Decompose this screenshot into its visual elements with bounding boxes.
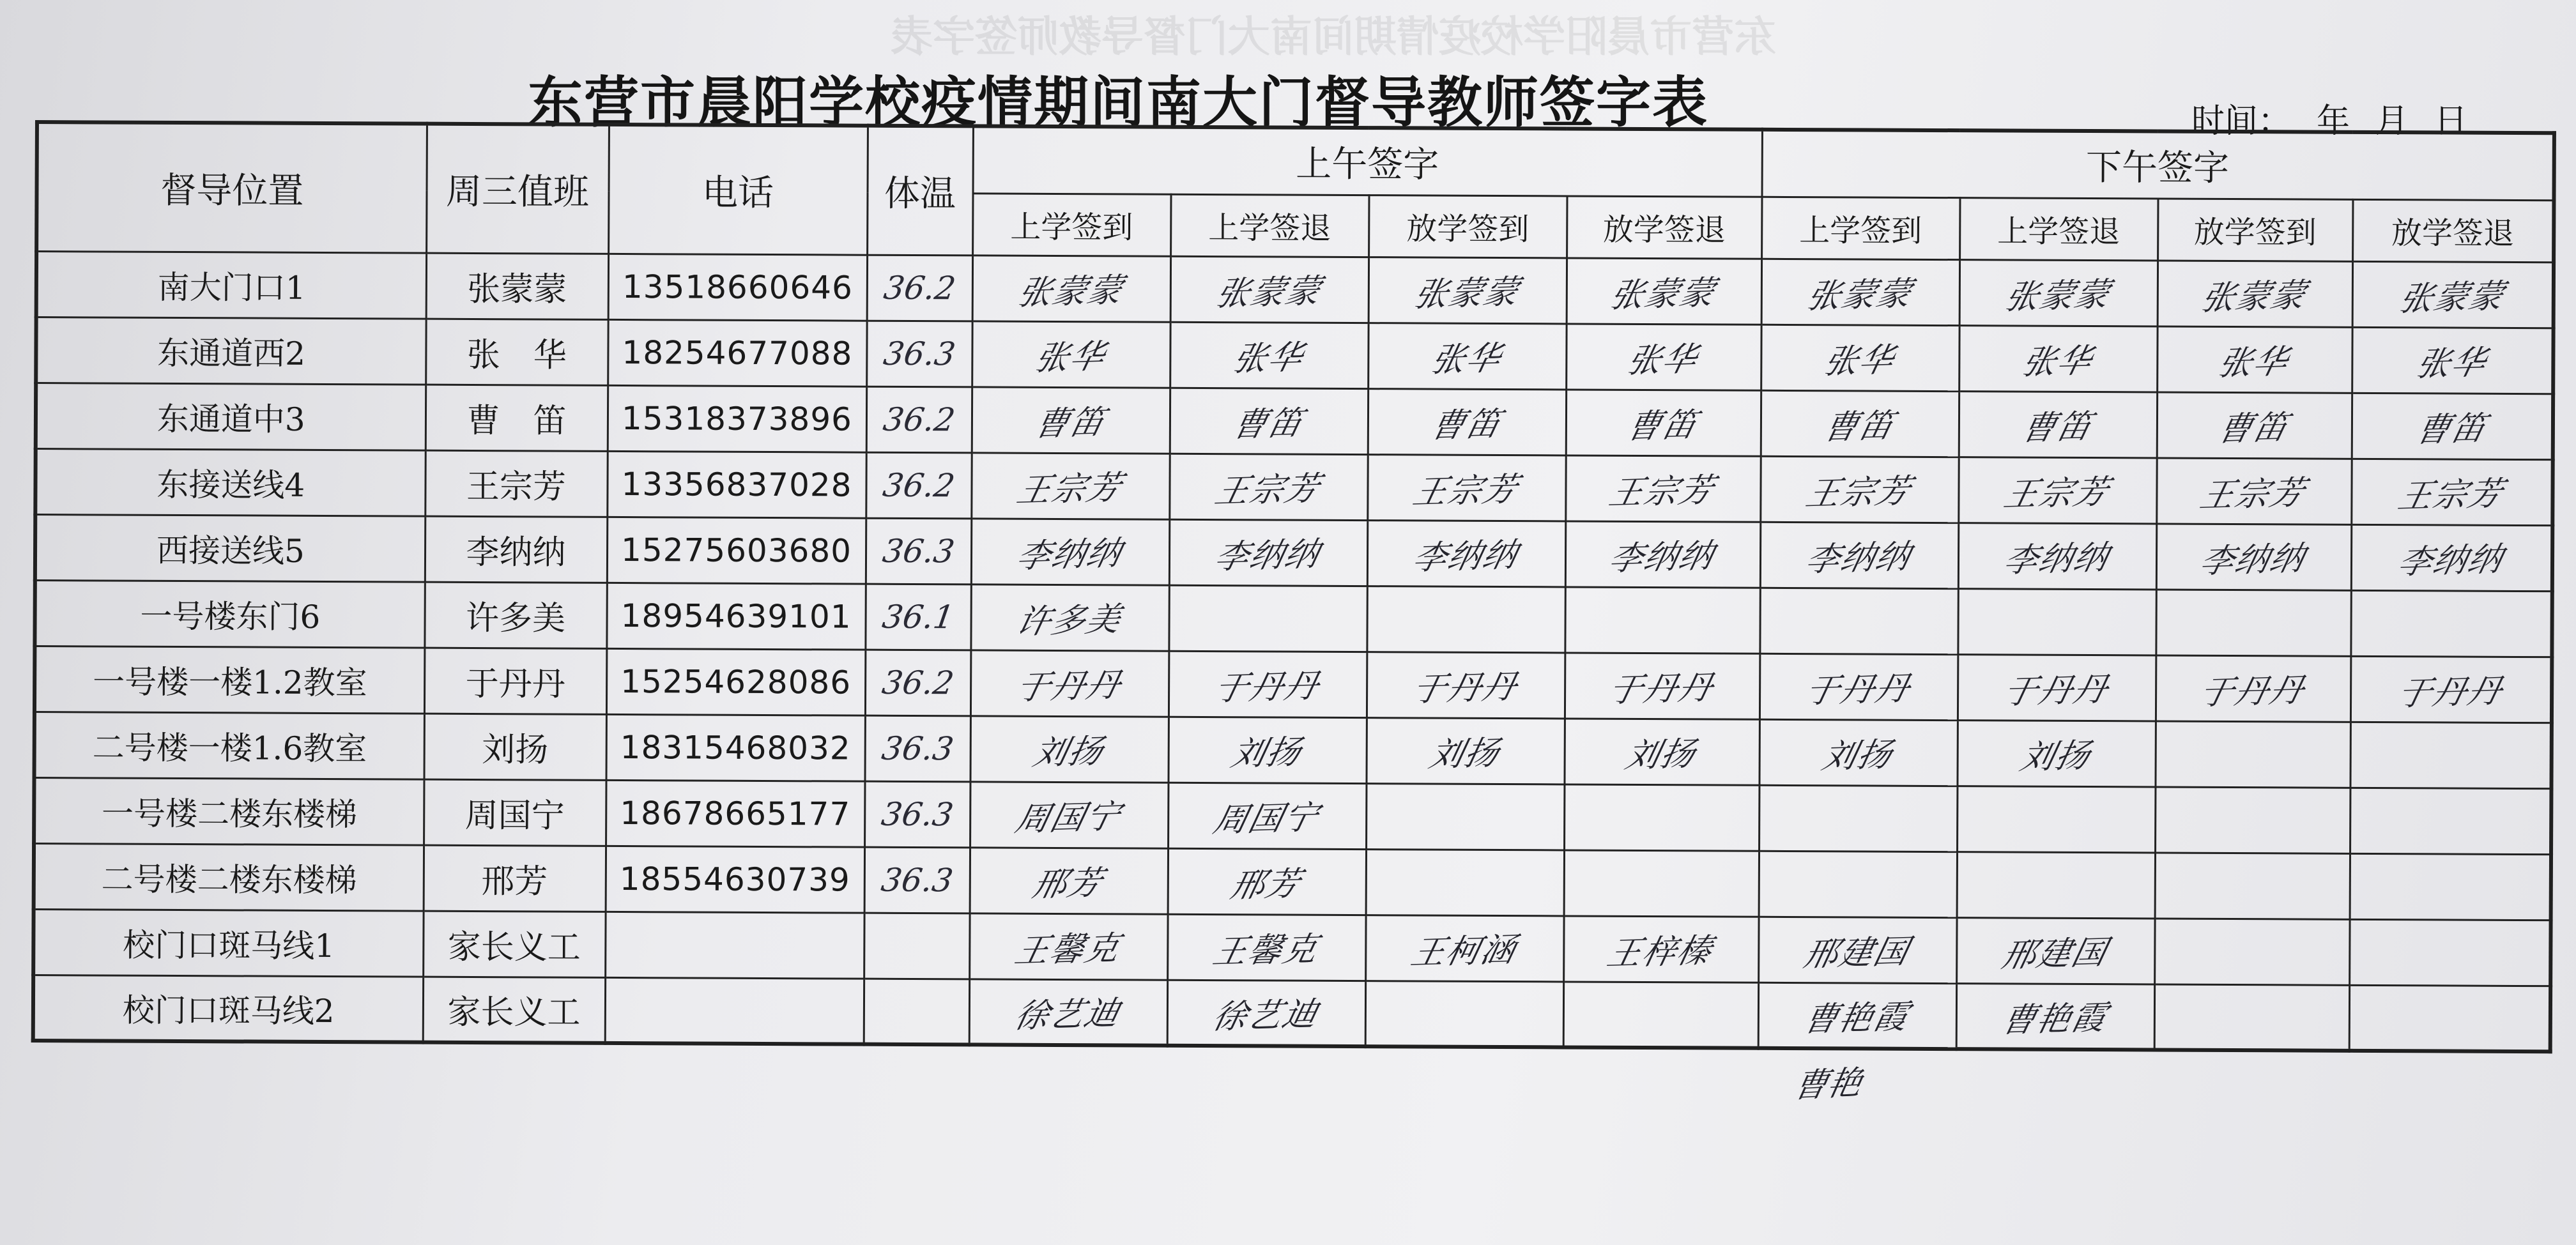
signature-handwritten: 于丹丹 [1999,670,2113,712]
cell-signature [1565,652,1759,719]
form-title: 东营市晨阳学校疫情期间南大门督导教师签字表 [528,70,1708,135]
table-row [34,712,2552,788]
signature-handwritten: 刘扬 [1818,735,1897,777]
cell-signature [970,847,1168,913]
cell-signature [2350,853,2551,920]
cell-signature [2155,852,2350,919]
signature-handwritten: 张蒙蒙 [1410,273,1523,315]
signature-handwritten: 李纳纳 [1211,535,1324,577]
cell-location: 一号楼一楼1.2教室 [34,646,424,714]
cell-signature [1564,718,1759,784]
header-pm-out: 上学签退 [1959,197,2158,260]
cell-signature [1368,323,1566,389]
cell-temp [867,255,972,321]
cell-signature [1367,454,1565,521]
cell-signature [2350,656,2552,722]
signature-handwritten: 王馨克 [1011,929,1124,971]
temp-handwritten: 36.1 [880,598,956,636]
cell-signature [1169,651,1367,717]
cell-temp [866,518,971,584]
cell-signature [970,715,1168,782]
cell-signature [972,255,1170,321]
cell-duty: 于丹丹 [424,648,606,714]
signature-handwritten: 徐艺迪 [1011,994,1124,1036]
cell-phone: 13356837028 [607,451,866,518]
header-afternoon: 下午签字 [1762,130,2554,200]
cell-signature [1169,585,1367,652]
cell-signature [1956,983,2154,1050]
cell-signature [1760,456,1958,523]
signature-handwritten: 曹笛 [1820,406,1898,448]
header-am-dismiss-in: 放学签到 [1368,195,1567,257]
cell-phone: 18315468032 [606,714,865,781]
cell-duty: 王宗芳 [425,450,607,517]
temp-handwritten: 36.3 [879,729,956,767]
signature-handwritten: 张蒙蒙 [1212,271,1325,314]
cell-phone: 18554630739 [606,846,864,913]
cell-signature [1368,388,1566,455]
cell-signature [2154,918,2349,984]
overflow-signature: 曹艳 [1790,1064,1866,1106]
signature-handwritten: 张华 [1427,339,1506,380]
cell-signature [1565,455,1760,521]
table-row [34,646,2552,722]
signature-handwritten: 邢芳 [1029,864,1107,905]
cell-signature [1958,654,2156,721]
cell-signature [1565,586,1759,653]
header-am-out: 上学签退 [1170,194,1368,257]
cell-phone [605,912,864,979]
cell-signature [2156,589,2350,655]
cell-phone: 18954639101 [606,583,865,650]
header-phone: 电话 [608,125,868,255]
cell-signature [1760,522,1958,588]
cell-temp [864,913,969,979]
signature-handwritten: 刘扬 [1425,734,1504,775]
cell-duty: 许多美 [424,582,606,648]
temp-handwritten: 36.3 [878,795,956,833]
signature-handwritten: 曹笛 [1229,404,1307,445]
temp-handwritten: 36.2 [879,664,956,701]
signature-handwritten: 李纳纳 [1606,537,1719,579]
cell-signature [970,650,1169,716]
header-pm-in: 上学签到 [1761,197,1959,259]
cell-signature [1170,322,1368,388]
temp-handwritten: 36.3 [878,861,956,899]
cell-duty: 曹 笛 [425,385,608,451]
signature-handwritten: 邢建国 [1998,933,2112,975]
cell-signature [2351,459,2552,525]
cell-temp [864,847,970,913]
date-label: 时间： [2191,102,2292,141]
cell-signature [2349,919,2550,986]
cell-temp [866,452,971,519]
temp-handwritten: 36.3 [880,532,957,570]
cell-duty: 邢芳 [424,845,606,912]
cell-signature [1758,982,1956,1049]
cell-temp [865,650,970,716]
cell-signature [1957,720,2155,786]
cell-signature [1761,325,1959,391]
signature-handwritten: 邢芳 [1227,864,1305,906]
cell-signature [970,781,1168,848]
date-day: 日 [2434,102,2468,141]
signature-handwritten: 王宗芳 [2394,475,2508,516]
cell-signature [1167,914,1365,981]
signature-handwritten: 于丹丹 [1801,669,1915,711]
cell-signature [972,321,1170,387]
cell-duty: 刘扬 [424,714,606,780]
signature-handwritten: 王柯涵 [1407,931,1521,973]
cell-signature [1368,257,1567,323]
cell-location: 东通道西2 [36,317,425,385]
cell-signature [971,452,1169,519]
signature-handwritten: 于丹丹 [1012,666,1126,708]
cell-signature [1958,457,2156,523]
signature-handwritten: 王宗芳 [1211,469,1324,511]
cell-location: 西接送线5 [35,514,425,582]
signature-handwritten: 张蒙蒙 [2001,275,2114,317]
cell-temp [865,584,970,650]
table-row [36,383,2553,459]
signature-handwritten: 刘扬 [2016,737,2095,777]
table-row [34,777,2551,854]
signature-handwritten: 曹笛 [1031,403,1109,444]
signature-handwritten: 刘扬 [1029,732,1108,773]
cell-signature [2158,260,2352,326]
signature-handwritten: 王馨克 [1209,929,1322,972]
cell-signature [2350,788,2551,854]
signature-handwritten: 曹笛 [1623,406,1702,447]
signature-handwritten: 王宗芳 [1802,472,1915,514]
cell-signature [1367,520,1565,586]
cell-signature [1367,586,1565,652]
cell-signature [1959,391,2157,457]
signature-handwritten: 许多美 [1013,600,1126,642]
cell-signature [2351,524,2552,591]
cell-signature [2352,327,2553,393]
cell-signature [2350,590,2552,657]
cell-signature [1759,851,1957,917]
cell-signature [1169,454,1367,520]
signature-handwritten: 曹笛 [2214,408,2293,449]
cell-signature [1567,257,1761,324]
cell-phone: 15254628086 [606,648,865,715]
cell-signature [1563,915,1758,982]
signature-handwritten: 王宗芳 [1606,471,1719,513]
signature-handwritten: 张华 [2214,342,2293,383]
cell-location: 二号楼一楼1.6教室 [34,712,424,779]
cell-location: 校门口斑马线1 [33,909,423,977]
cell-duty: 家长义工 [423,977,605,1043]
signature-handwritten: 王宗芳 [2196,473,2310,516]
signature-handwritten: 于丹丹 [2196,671,2309,713]
signature-handwritten: 于丹丹 [1408,668,1522,710]
cell-signature [1170,256,1368,323]
cell-signature [2349,985,2550,1051]
cell-signature [1168,848,1366,915]
cell-duty: 李纳纳 [425,516,607,583]
signature-handwritten: 李纳纳 [2000,538,2113,581]
header-morning: 上午签字 [973,126,1762,196]
cell-signature [2352,261,2554,328]
cell-signature [1959,325,2157,392]
signature-handwritten: 张蒙蒙 [1803,275,1916,316]
cell-signature [969,913,1167,979]
cell-signature [1759,653,1958,720]
signature-handwritten: 邢建国 [1800,933,1913,974]
cell-signature [1365,915,1563,981]
cell-signature [970,584,1169,650]
signature-handwritten: 张华 [1820,340,1899,382]
cell-signature [1366,849,1564,915]
cell-duty: 张 华 [425,319,608,385]
date-month: 月 [2375,102,2409,141]
cell-signature [2155,721,2350,787]
signature-handwritten: 周国宁 [1011,797,1125,839]
cell-signature [1365,981,1563,1047]
signature-handwritten: 于丹丹 [2393,672,2506,714]
signature-handwritten: 张华 [2018,342,2097,383]
cell-signature [1564,784,1759,850]
cell-signature [1566,323,1761,390]
cell-signature [1564,850,1759,916]
cell-signature [2154,984,2349,1050]
temp-handwritten: 36.2 [880,401,958,438]
cell-location: 南大门口1 [36,251,426,319]
header-temp: 体温 [867,126,973,256]
cell-duty: 周国宁 [424,779,606,846]
cell-signature [1168,717,1366,783]
cell-signature [1366,783,1564,850]
cell-signature [1761,259,1959,325]
signature-handwritten: 于丹丹 [1605,668,1718,710]
cell-phone: 18678665177 [606,780,864,847]
cell-signature [1759,719,1957,786]
cell-signature [2155,786,2350,853]
cell-signature [2156,457,2351,524]
table-row [33,975,2550,1051]
cell-signature [1565,521,1760,587]
temp-handwritten: 36.3 [881,335,958,372]
signature-handwritten: 刘扬 [1621,735,1701,775]
cell-signature [1958,523,2156,589]
signature-handwritten: 周国宁 [1209,798,1323,840]
signature-handwritten: 曹笛 [2018,408,2096,448]
cell-signature [1761,390,1959,457]
header-row-top [37,122,2554,200]
cell-signature [972,386,1170,453]
cell-signature [1759,588,1958,654]
signature-handwritten: 张华 [1623,340,1702,381]
cell-phone: 18254677088 [608,319,866,386]
cell-phone: 15275603680 [607,517,866,584]
cell-signature [1566,389,1761,455]
signature-handwritten: 张华 [1229,338,1308,379]
cell-signature [1366,717,1564,784]
signature-handwritten: 李纳纳 [1013,534,1126,576]
cell-signature [1168,783,1366,849]
cell-temp [866,386,972,453]
cell-location: 一号楼二楼东楼梯 [34,777,424,845]
signature-handwritten: 于丹丹 [1210,666,1324,708]
header-am-dismiss-out: 放学签退 [1567,195,1761,258]
cell-signature [1169,519,1367,586]
header-pm-dismiss-in: 放学签到 [2158,198,2352,261]
cell-signature [2157,326,2352,392]
cell-duty: 张蒙蒙 [426,253,608,319]
cell-duty: 家长义工 [423,911,605,977]
signature-handwritten: 徐艺迪 [1209,995,1322,1037]
signature-handwritten: 王梓榛 [1604,931,1717,974]
signature-handwritten: 曹笛 [2412,409,2490,450]
signature-handwritten: 曹笛 [1427,405,1505,446]
header-location: 督导位置 [36,122,427,253]
cell-signature [2156,655,2350,721]
cell-signature [1759,785,1957,852]
signature-handwritten: 李纳纳 [2196,539,2310,581]
cell-signature [2350,722,2551,788]
signature-handwritten: 张蒙蒙 [2395,277,2508,319]
cell-signature [2352,393,2553,459]
cell-location: 东通道中3 [36,383,425,450]
header-duty: 周三值班 [426,124,609,254]
cell-temp [864,979,969,1045]
signature-handwritten: 王宗芳 [1013,468,1126,510]
cell-signature [1957,786,2155,852]
cell-location: 东接送线4 [35,448,425,516]
cell-signature [2156,523,2351,590]
bleed-through-text: 东营市晨阳学校疫情期间南大门督导教师签字表 [891,11,1776,61]
cell-signature [1167,980,1365,1046]
cell-signature [1956,917,2154,984]
temp-handwritten: 36.2 [881,269,958,307]
table-row [35,514,2552,591]
signature-handwritten: 刘扬 [1227,733,1306,774]
cell-signature [1563,981,1758,1048]
signature-handwritten: 王宗芳 [2000,473,2113,515]
signature-handwritten: 李纳纳 [1409,536,1522,578]
signature-handwritten: 张华 [1031,337,1110,378]
table-row [35,448,2552,525]
cell-temp [864,715,970,782]
cell-signature [969,979,1167,1045]
temp-handwritten: 36.2 [880,466,957,504]
cell-location: 一号楼东门6 [34,580,424,648]
table-row [34,843,2551,920]
cell-signature [971,518,1169,584]
cell-phone: 13518660646 [608,254,867,321]
signature-handwritten: 曹艳霞 [1998,998,2111,1041]
cell-signature [1170,388,1368,454]
table-row [36,317,2553,393]
cell-signature [1958,588,2156,655]
signature-handwritten: 王宗芳 [1409,470,1522,512]
cell-location: 校门口斑马线2 [33,975,423,1043]
cell-temp [864,781,970,848]
sign-in-table-wrapper [31,120,2552,1057]
table-row [34,580,2552,657]
sign-in-table [31,120,2556,1053]
cell-signature [1957,852,2155,918]
date-year: 年 [2317,102,2350,141]
table-row [33,909,2550,986]
header-pm-dismiss-out: 放学签退 [2352,199,2554,262]
cell-signature [2157,392,2352,458]
cell-signature [1758,917,1956,983]
cell-location: 二号楼二楼东楼梯 [34,843,424,911]
signature-handwritten: 张蒙蒙 [2197,276,2311,318]
cell-temp [866,321,972,387]
cell-phone: 15318373896 [608,385,866,452]
signature-handwritten: 曹艳霞 [1800,998,1913,1040]
cell-signature [1367,652,1565,718]
header-am-in: 上学签到 [972,193,1170,256]
signature-handwritten: 张蒙蒙 [1606,273,1720,316]
cell-phone [605,977,864,1044]
signature-handwritten: 李纳纳 [2394,540,2507,582]
table-row [36,251,2554,328]
cell-signature [1959,259,2158,326]
signature-handwritten: 张蒙蒙 [1014,271,1127,313]
signature-handwritten: 李纳纳 [1802,538,1915,579]
signature-handwritten: 张华 [2412,343,2490,385]
